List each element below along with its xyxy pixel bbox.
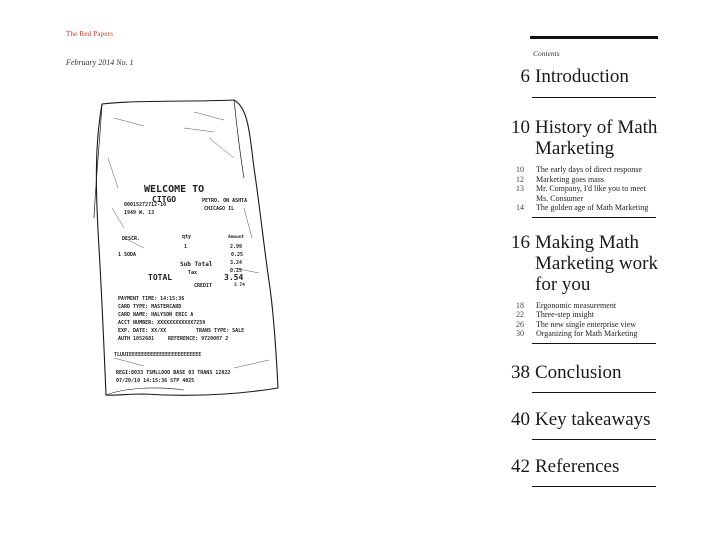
receipt-subtotal-label: Sub Total	[180, 261, 213, 268]
toc-sub-page-number: 13	[516, 184, 524, 193]
toc-entry[interactable]	[498, 362, 660, 393]
toc-subentry[interactable]	[502, 165, 660, 175]
receipt-card-name: CARD NAME: HALYSON ERIC A	[118, 312, 194, 318]
toc-sub-page-number: 10	[516, 165, 524, 174]
toc-entry[interactable]	[498, 232, 660, 344]
receipt-item1-qty: 1	[184, 244, 188, 250]
toc-page-number: 38	[511, 361, 530, 383]
toc-page-number: 40	[511, 408, 530, 430]
receipt-col-desc: DESCR.	[122, 236, 141, 242]
toc-sub-title: Three-step insight	[536, 310, 594, 319]
receipt-barcode: TLUUIEEEEEEEEEEEEEEEEEEEEEEEE	[114, 352, 202, 358]
toc-sub-title: The early days of direct response	[536, 165, 642, 174]
toc-title: References	[535, 455, 620, 477]
receipt-credit: 3.74	[234, 283, 245, 288]
receipt-item1-tax: 0.25	[231, 252, 244, 258]
toc-subentry[interactable]	[502, 184, 660, 203]
toc-entry[interactable]	[498, 456, 660, 487]
receipt-header1: WELCOME TO	[144, 184, 205, 195]
toc-title: Conclusion	[535, 361, 622, 383]
contents-top-rule	[530, 36, 658, 39]
toc-rule	[532, 486, 656, 487]
toc-sub-page-number: 14	[516, 203, 524, 212]
table-of-contents	[498, 66, 660, 487]
toc-page-number: 6	[520, 66, 530, 87]
toc-sub-page-number: 26	[516, 319, 524, 329]
toc-subentry[interactable]	[502, 301, 660, 311]
receipt-col-amount: Amount	[228, 235, 245, 240]
toc-rule	[532, 392, 656, 393]
series-title: The Red Papers	[66, 30, 114, 38]
receipt-credit-label: CREDIT	[194, 283, 213, 289]
toc-subentry[interactable]	[502, 175, 660, 185]
toc-sub-title: Mr. Company, I'd like you to meet Ms. Consumer	[536, 184, 646, 203]
toc-sub-page-number: 18	[516, 300, 524, 310]
toc-rule	[532, 217, 656, 218]
receipt-tax: 0.25	[230, 268, 243, 274]
receipt-total: 3.54	[224, 273, 244, 282]
receipt-acct: ACCT NUMBER: XXXXXXXXXXXX7259	[118, 320, 206, 326]
receipt-auth: AUTH 1052681	[118, 336, 155, 342]
receipt-trans-type: TRANS TYPE: SALE	[196, 328, 245, 334]
receipt-store-id: 00015272712-10	[124, 202, 167, 208]
toc-entry[interactable]	[498, 66, 660, 98]
receipt-footer2: 07/20/10 14:15:36 STP 4025	[116, 378, 195, 384]
toc-sub-page-number: 12	[516, 174, 524, 184]
toc-sub-title: The golden age of Math Marketing	[536, 203, 649, 212]
receipt-reference: REFERENCE: 9720007 2	[168, 336, 229, 342]
toc-subentry[interactable]	[502, 203, 660, 213]
toc-rule	[532, 439, 656, 440]
toc-entry[interactable]	[498, 117, 660, 218]
receipt-footer1: REGI:8033 TSMLLOOO BASE 03 TRANS 12022	[116, 370, 231, 376]
toc-title: History of Math Marketing	[535, 117, 658, 159]
receipt-store-sub: 1949 W. 13	[124, 210, 155, 216]
toc-sub-title: Marketing goes mass	[536, 174, 604, 184]
receipt-tax-label: Tax	[188, 270, 198, 276]
receipt-payment-time: PAYMENT TIME: 14:15:36	[118, 296, 185, 302]
issue-date: February 2014 No. 1	[66, 58, 134, 67]
toc-sub-title: Ergonomic measurement	[536, 300, 617, 310]
toc-sub-page-number: 22	[516, 310, 524, 319]
toc-subentry[interactable]	[502, 329, 660, 339]
receipt-total-label: TOTAL	[148, 273, 173, 282]
toc-entry[interactable]	[498, 409, 660, 440]
toc-sub-title: Organizing for Math Marketing	[536, 329, 638, 338]
toc-title: Making Math Marketing work for you	[535, 231, 658, 295]
receipt-col-qty: qty	[182, 234, 192, 240]
receipt-sketch	[84, 98, 294, 398]
toc-rule	[532, 343, 656, 344]
receipt-illustration	[84, 98, 294, 398]
receipt-subtotal: 3.24	[230, 260, 243, 266]
receipt-item1-amount: 2.99	[230, 244, 243, 250]
receipt-card-type: CARD TYPE: MASTERCARD	[118, 304, 182, 310]
toc-page-number: 10	[511, 117, 530, 138]
toc-subsections	[502, 301, 660, 339]
toc-subentry[interactable]	[502, 320, 660, 330]
toc-page-number: 16	[511, 231, 530, 253]
contents-label: Contents	[533, 49, 560, 58]
toc-sub-title: The new single enterprise view	[536, 319, 636, 329]
receipt-item1: 1 SODA	[118, 252, 137, 258]
receipt-station: PETRO. ON ASHTA	[202, 198, 248, 204]
receipt-header2: CITGO	[152, 195, 177, 204]
toc-subsections	[502, 165, 660, 213]
toc-subentry[interactable]	[502, 310, 660, 320]
toc-title: Key takeaways	[535, 408, 651, 430]
toc-page-number: 42	[511, 455, 530, 477]
toc-sub-page-number: 30	[516, 329, 524, 338]
receipt-exp: EXP. DATE: XX/XX	[118, 328, 167, 334]
receipt-city: CHICAGO IL	[204, 206, 235, 212]
toc-title: Introduction	[535, 66, 629, 87]
toc-rule	[532, 97, 656, 98]
